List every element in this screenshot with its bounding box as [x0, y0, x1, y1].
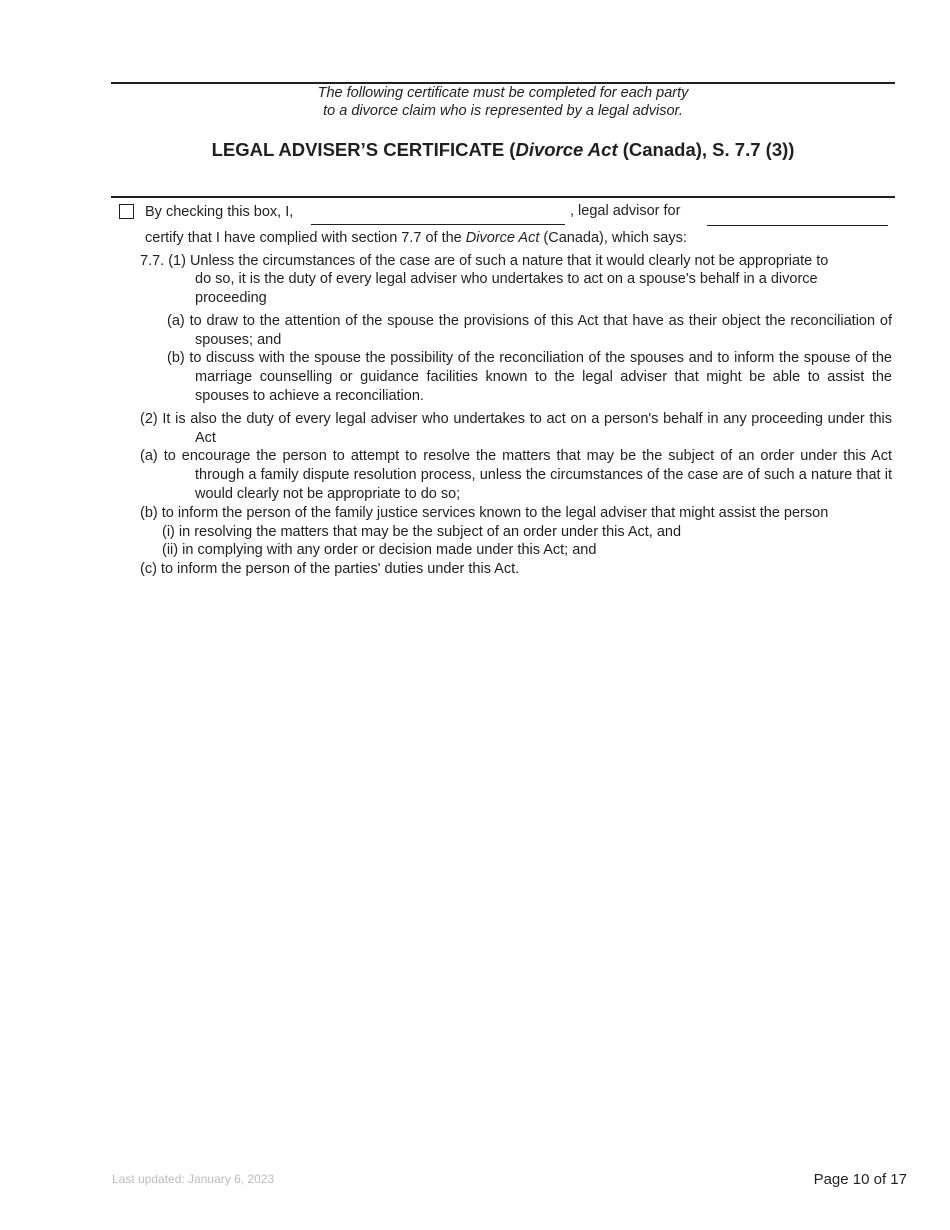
certify-act-name: Divorce Act: [465, 230, 540, 246]
page-number: Page 10 of 17: [813, 1171, 907, 1188]
subsection-1b-text: (b) to discuss with the spouse the possibility of the reconciliation of the spouses and to inform the spouse of the marriage counselling or guidance facilities known to the legal adviser that might be able to assist the spouses to achieve a reconciliation.: [167, 350, 892, 404]
check-label: By checking this box, I,: [145, 204, 294, 220]
last-updated: Last updated: January 6, 2023: [112, 1172, 275, 1186]
subsection-1a: [167, 312, 892, 350]
intro-note: [111, 84, 895, 120]
subsection-2-text: (2) It is also the duty of every legal adviser who undertakes to act on a person's behalf in any proceeding under this Act: [140, 411, 892, 446]
subsection-2a: [140, 447, 892, 503]
title-part-1: LEGAL ADVISER’S CERTIFICATE (: [211, 139, 516, 160]
certify-statement: [145, 229, 687, 247]
certify-text-2: (Canada), which says:: [539, 230, 687, 246]
title-act-name: Divorce Act: [515, 139, 618, 160]
subsection-2b-i: (i) in resolving the matters that may be the subject of an order under this Act, and: [162, 524, 682, 540]
section-rule: [111, 196, 895, 198]
title-part-2: (Canada), S. 7.7 (3)): [617, 139, 795, 160]
certify-checkbox[interactable]: [119, 204, 134, 219]
advisor-label: , legal advisor for: [570, 203, 681, 219]
subsection-2b-ii: (ii) in complying with any order or decision made under this Act; and: [162, 542, 597, 558]
intro-line-1: The following certificate must be completed for each party: [317, 85, 689, 101]
certificate-title: [111, 139, 895, 161]
certify-text-1: certify that I have complied with section 7.7 of the: [145, 230, 466, 246]
subsection-1a-text: (a) to draw to the attention of the spouse the provisions of this Act that have as their object the reconciliation of spouses; and: [167, 313, 892, 348]
subsection-1-lead: 7.7. (1) Unless the circumstances of the case are of such a nature that it would clearly not be appropriate to: [140, 253, 829, 269]
client-name-field[interactable]: [707, 207, 888, 226]
legal-advisor-name-field[interactable]: [311, 206, 565, 225]
subsection-2: [140, 410, 892, 448]
subsection-2c: (c) to inform the person of the parties' duties under this Act.: [140, 561, 520, 577]
subsection-1b: [167, 349, 892, 405]
subsection-1-rest: do so, it is the duty of every legal adviser who undertakes to act on a spouse's behalf in a divorce proceeding: [195, 271, 818, 306]
subsection-2a-text: (a) to encourage the person to attempt to resolve the matters that may be the subject of an order under this Act through a family dispute resolution process, unless the circumstances of the case are of such a nature that it would clearly not be appropriate to do so;: [140, 448, 892, 502]
subsection-2b: (b) to inform the person of the family justice services known to the legal adviser that might assist the person: [140, 505, 829, 521]
intro-line-2: to a divorce claim who is represented by a legal advisor.: [323, 103, 683, 119]
